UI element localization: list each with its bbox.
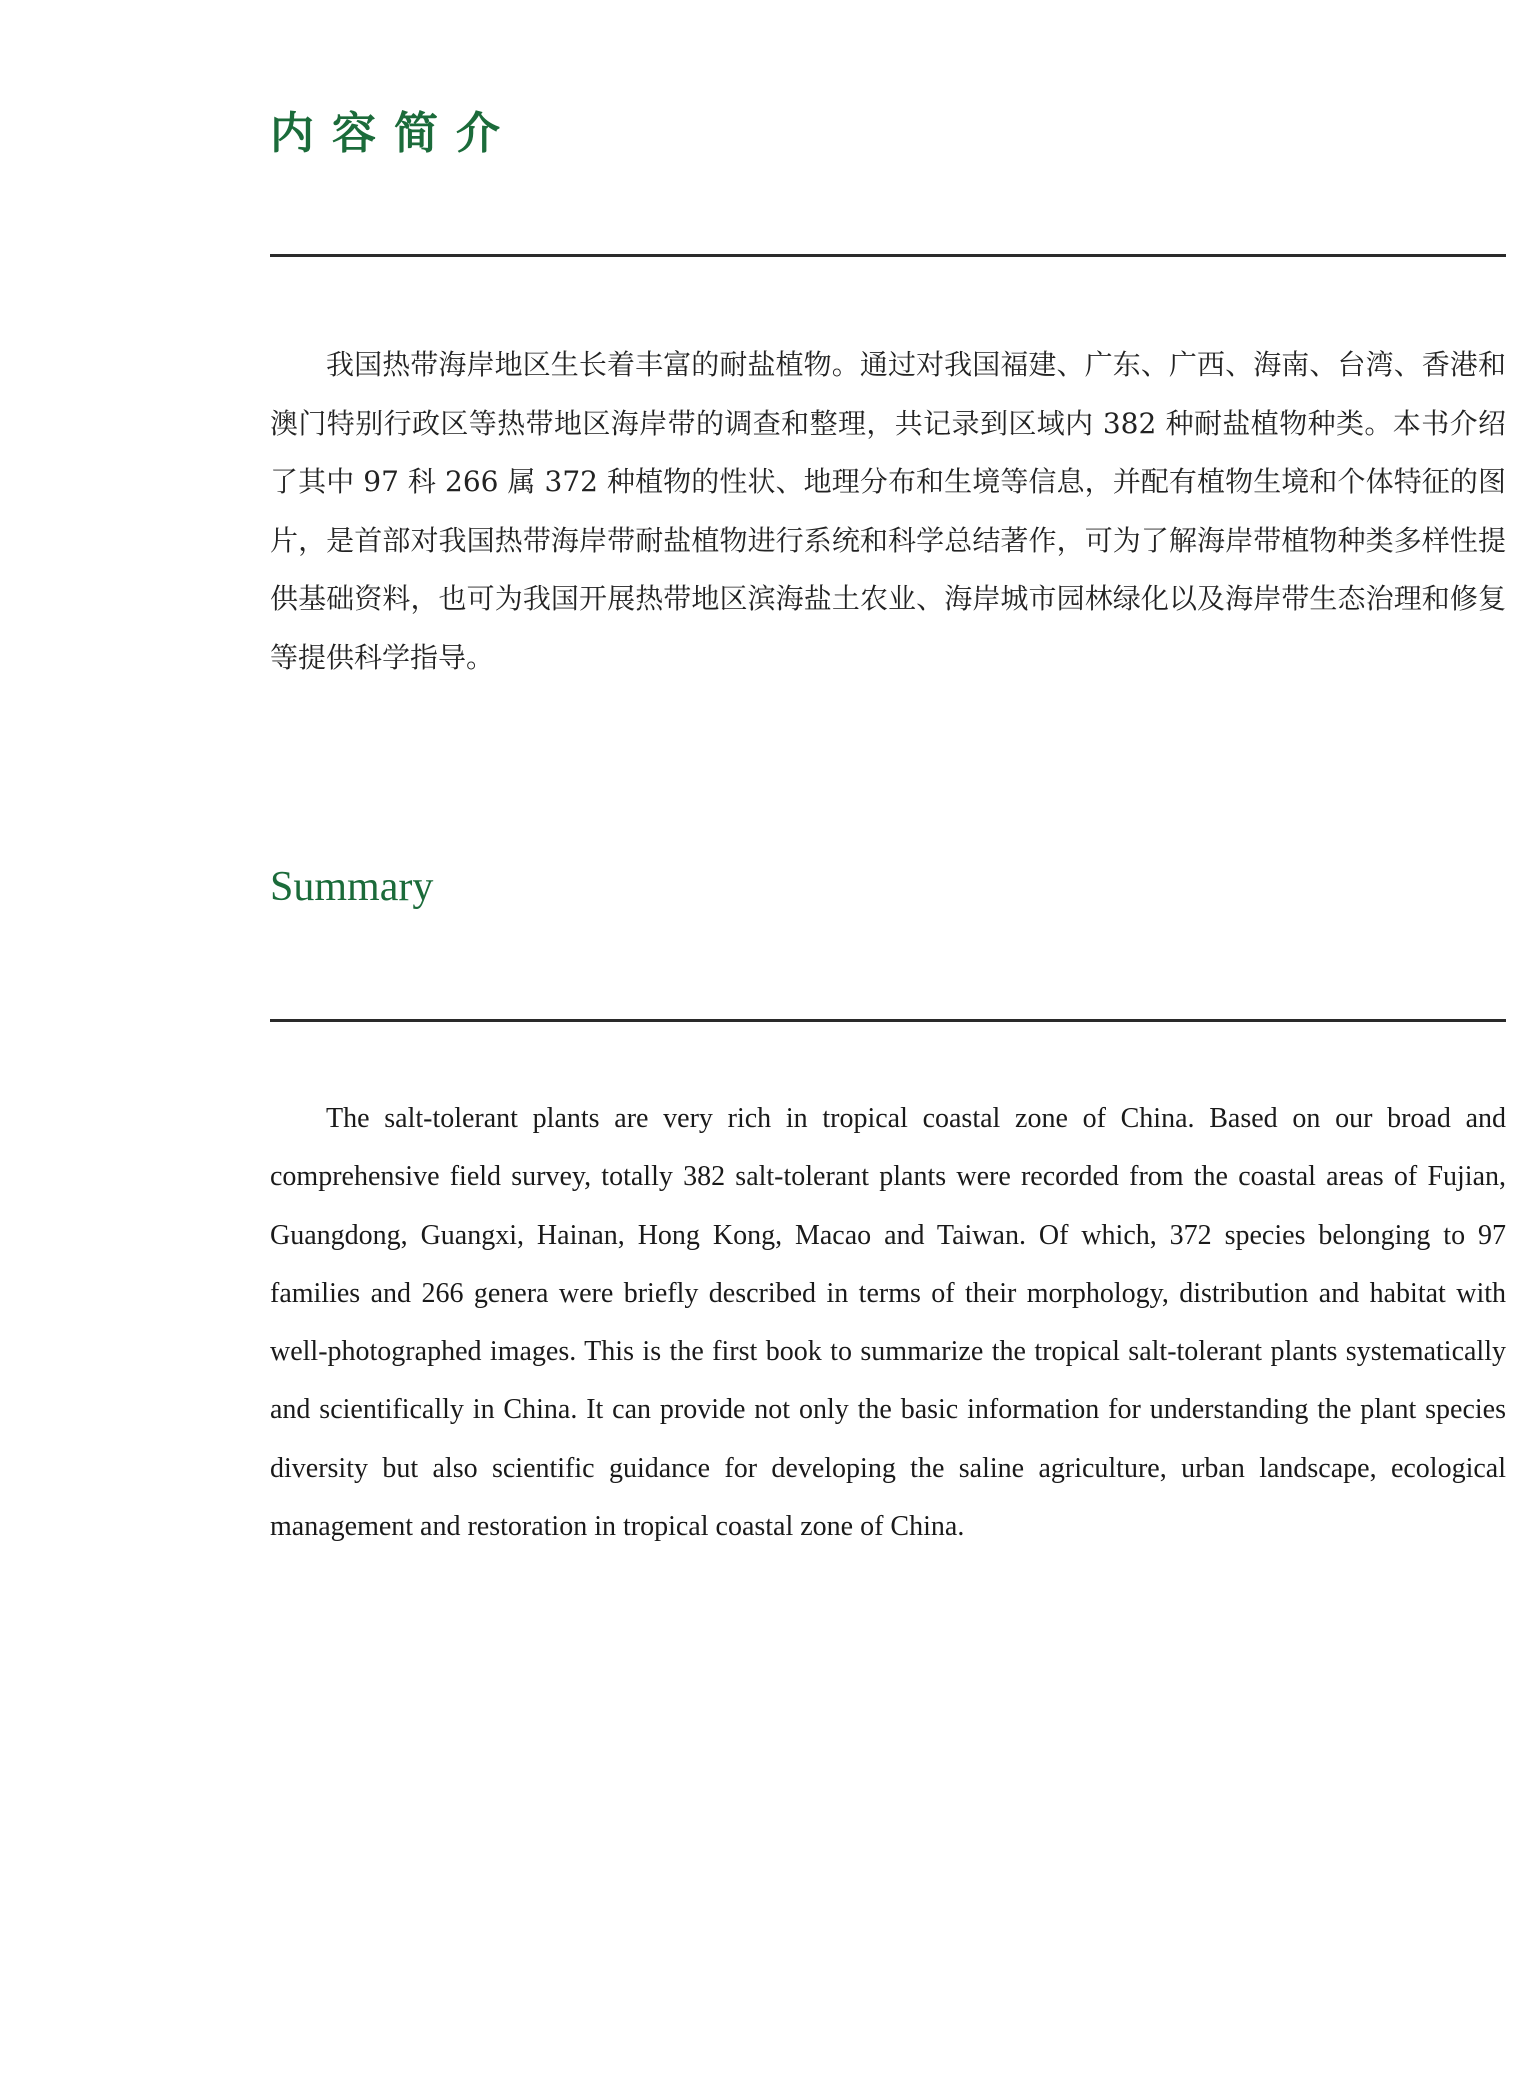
english-summary-paragraph: The salt-tolerant plants are very rich in tropical coastal zone of China. Based on our broad and comprehensive field survey, totally 382 salt-tolerant plants were recorded from the coastal areas of Fujian, Guangdong, Guangxi, Hainan, Hong Kong, Macao and Taiwan. Of which, 372 species belonging to 97 families and 266 genera were briefly described in terms of their morphology, distribution and habitat with well-photographed images. This is the first book to summarize the tropical salt-tolerant plants systematically and scientifically in China. It can provide not only the basic information for understanding the plant species diversity but also scientific guidance for developing the saline agriculture, urban landscape, ecological management and restoration in tropical coastal zone of China. [270,1103,1506,1543]
english-summary-heading: Summary [270,864,434,910]
chinese-summary-paragraph: 我国热带海岸地区生长着丰富的耐盐植物。通过对我国福建、广东、广西、海南、台湾、香港和澳门特别行政区等热带地区海岸带的调查和整理，共记录到区域内 382 种耐盐植物种类。本书介绍了其中 97 科 266 属 372 种植物的性状、地理分布和生境等信息，并配有植物生境和个体特征的图片，是首部对我国热带海岸带耐盐植物进行系统和科学总结著作，可为了解海岸带植物种类多样性提供基础资料，也可为我国开展热带地区滨海盐土农业、海岸城市园林绿化以及海岸带生态治理和修复等提供科学指导。 [270,348,1506,674]
chinese-heading-divider [270,254,1506,257]
chinese-summary-heading: 内容简介 [270,108,518,159]
english-heading-divider [270,1019,1506,1022]
